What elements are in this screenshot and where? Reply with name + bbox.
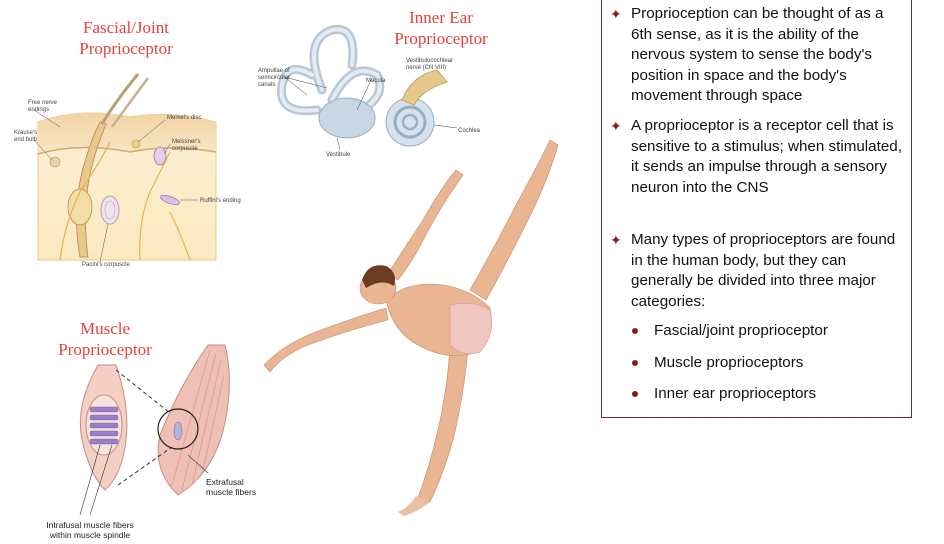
free-nerve-label: Free nerve endings	[28, 100, 58, 113]
round-bullet-icon	[632, 360, 638, 366]
sub-bullet-3-text: Inner ear proprioceptors	[654, 385, 817, 402]
sub-bullet-2-text: Muscle proprioceptors	[654, 354, 804, 371]
vestibulocochlear-label: Vestibulocochlear nerve (CN VIII)	[406, 58, 454, 71]
diamond-bullet-icon: ✦	[610, 232, 622, 248]
krause-label: Krause's end bulb	[14, 130, 38, 143]
round-bullet-icon	[632, 391, 638, 397]
inner-ear-title: Inner Ear Proprioceptor	[394, 8, 488, 48]
text-panel	[601, 0, 912, 418]
ruffini-label: Ruffini's ending	[200, 198, 241, 204]
bullet-3-text: Many types of proprioceptors are found in the human body, but they can generally be divided into three major categories:	[631, 231, 896, 310]
sub-bullet-2	[632, 353, 803, 373]
vestibule-label: Vestibule	[326, 152, 351, 158]
bullet-2	[610, 116, 908, 198]
fascial-joint-title: Fascial/Joint Proprioceptor	[79, 18, 173, 58]
bullet-1-text: Proprioception can be thought of as a 6th sense, as it is the ability of the nervous system to sense the body's position in space and the body's movement through space	[631, 5, 884, 104]
extrafusal-label: Extrafusal muscle fibers	[206, 477, 257, 497]
sub-bullet-1	[632, 321, 828, 341]
sub-bullet-3	[632, 384, 816, 404]
inner-ear-diagram	[262, 20, 462, 160]
intrafusal-label: Intrafusal muscle fibers within muscle spindle	[46, 520, 134, 540]
round-bullet-icon	[632, 328, 638, 334]
pacini-label: Pacini's corpuscle	[82, 262, 130, 268]
bullet-2-text: A proprioceptor is a receptor cell that is sensitive to a stimulus; when stimulated, it sends an impulse through a sensory neuron into the CNS	[631, 117, 902, 196]
ampullae-label: Ampullae of semicircular canals	[258, 68, 291, 88]
dancer-image	[258, 140, 588, 520]
diamond-bullet-icon: ✦	[610, 118, 622, 134]
sub-bullet-1-text: Fascial/joint proprioceptor	[654, 322, 828, 339]
muscle-title: Muscle Proprioceptor	[58, 319, 152, 359]
bullet-1	[610, 4, 908, 107]
diamond-bullet-icon: ✦	[610, 6, 622, 22]
bullet-3	[610, 230, 908, 312]
cochlea-label: Cochlea	[458, 128, 481, 134]
merkel-label: Merkel's disc	[167, 115, 202, 121]
macula-label: Macula	[366, 78, 386, 84]
meissner-label: Meissner's corpuscle	[172, 139, 201, 152]
